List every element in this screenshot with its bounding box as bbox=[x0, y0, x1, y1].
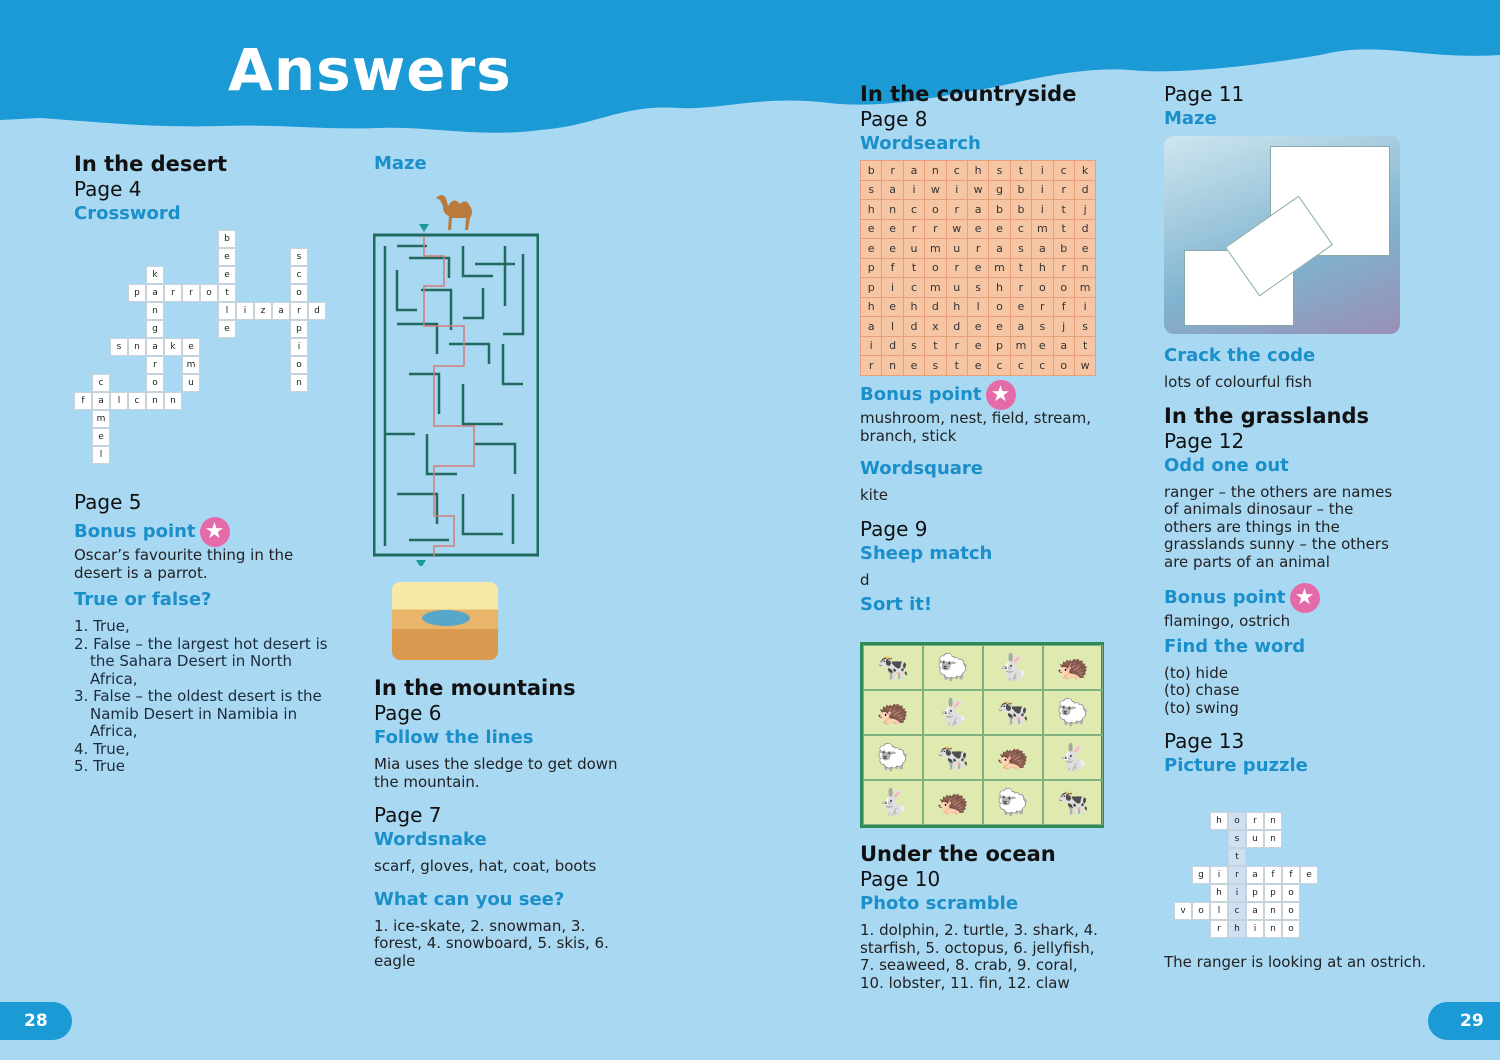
wordsearch-row bbox=[861, 356, 1096, 376]
wordsearch-cell: d bbox=[1074, 219, 1095, 239]
wordsearch-cell: e bbox=[967, 336, 988, 356]
wordsearch-cell: s bbox=[989, 161, 1010, 181]
page-number-left: 28 bbox=[0, 1002, 72, 1040]
wordsearch-cell: a bbox=[1032, 239, 1053, 259]
odd-one-out-label: Odd one out bbox=[1164, 454, 1289, 476]
wordsearch-cell: b bbox=[989, 200, 1010, 220]
wordsearch-cell: h bbox=[861, 297, 882, 317]
desert-heading: In the desert bbox=[74, 152, 228, 176]
wordsearch-cell: e bbox=[989, 219, 1010, 239]
wordsearch-cell: e bbox=[967, 258, 988, 278]
wordsearch-cell: w bbox=[1074, 356, 1095, 376]
oasis-picture bbox=[392, 582, 498, 660]
odd-one-out-text: ranger – the others are names of animals dinosaur – the others are things in the grasslands sunny – the others are parts of an animal bbox=[1164, 482, 1393, 571]
wordsearch-cell: c bbox=[1053, 161, 1074, 181]
wordsearch-cell: i bbox=[861, 336, 882, 356]
true-false-label: True or false? bbox=[74, 589, 212, 610]
wordsearch-cell: s bbox=[925, 356, 946, 376]
wordsearch-cell: r bbox=[1010, 278, 1031, 298]
list-item: 3. False – the oldest desert is the Namib Desert in Namibia in Africa, bbox=[74, 687, 322, 740]
wordsearch-cell: s bbox=[967, 278, 988, 298]
wordsearch-cell: r bbox=[946, 258, 967, 278]
wordsquare-text: kite bbox=[860, 486, 888, 504]
wordsearch-cell: t bbox=[1053, 219, 1074, 239]
page-5-section bbox=[74, 490, 334, 776]
wordsearch-cell: c bbox=[1010, 356, 1031, 376]
wordsearch-cell: h bbox=[903, 297, 924, 317]
page-11-label: Page 11 bbox=[1164, 82, 1245, 106]
sort-it-grid bbox=[860, 642, 1104, 828]
page-7-label: Page 7 bbox=[374, 803, 442, 827]
wordsearch-cell: r bbox=[925, 219, 946, 239]
desert-column bbox=[74, 152, 334, 226]
wordsearch-cell: r bbox=[1053, 180, 1074, 200]
wordsearch-cell: r bbox=[967, 239, 988, 259]
wordsearch-cell: b bbox=[861, 161, 882, 181]
page-number-right: 29 bbox=[1428, 1002, 1500, 1040]
page-13-label: Page 13 bbox=[1164, 729, 1245, 753]
wordsearch-cell: m bbox=[1074, 278, 1095, 298]
ocean-heading: Under the ocean bbox=[860, 842, 1056, 866]
wordsearch-cell: i bbox=[1032, 161, 1053, 181]
rabbit-icon: 🐇 bbox=[983, 645, 1043, 690]
cow-icon: 🐄 bbox=[923, 735, 983, 780]
page-5-label: Page 5 bbox=[74, 490, 142, 514]
wordsearch-cell: l bbox=[967, 297, 988, 317]
photo-scramble-text: 1. dolphin, 2. turtle, 3. shark, 4. starfish, 5. octopus, 6. jellyfish, 7. seaweed, 8. crab, 9. coral, 10. lobster, 11. fin, 12. claw bbox=[860, 921, 1098, 992]
rabbit-icon: 🐇 bbox=[863, 780, 923, 825]
find-word-label: Find the word bbox=[1164, 635, 1306, 657]
wordsearch-cell: a bbox=[861, 317, 882, 337]
ocean-maze-picture bbox=[1164, 136, 1400, 334]
picture-puzzle-text: The ranger is looking at an ostrich. bbox=[1164, 953, 1427, 971]
star-icon: ★ bbox=[200, 517, 230, 547]
wordsearch-cell: h bbox=[946, 297, 967, 317]
bonus-point-text: Oscar’s favourite thing in the desert is a parrot. bbox=[74, 546, 294, 582]
wordsearch-row bbox=[861, 258, 1096, 278]
sheep-match-text: d bbox=[860, 570, 870, 589]
hedgehog-icon: 🦔 bbox=[923, 780, 983, 825]
wordsearch-cell: p bbox=[861, 258, 882, 278]
right-column bbox=[1164, 344, 1414, 778]
bonus-point-text: flamingo, ostrich bbox=[1164, 612, 1291, 630]
rabbit-icon: 🐇 bbox=[1043, 735, 1103, 780]
wordsearch-cell: r bbox=[1032, 297, 1053, 317]
wordsearch-label: Wordsearch bbox=[860, 133, 981, 154]
wordsearch-cell: i bbox=[882, 278, 903, 298]
wordsearch-row bbox=[861, 278, 1096, 298]
wordsearch-cell: e bbox=[967, 356, 988, 376]
follow-lines-text: Mia uses the sledge to get down the mountain. bbox=[374, 755, 618, 791]
wordsearch-cell: d bbox=[925, 297, 946, 317]
maze-label: Maze bbox=[374, 153, 427, 174]
page-8-label: Page 8 bbox=[860, 107, 928, 131]
wordsearch-cell: t bbox=[1053, 200, 1074, 220]
wordsearch-cell: e bbox=[882, 239, 903, 259]
wordsearch-cell: f bbox=[882, 258, 903, 278]
wordsearch-cell: s bbox=[1032, 317, 1053, 337]
sheep-icon: 🐑 bbox=[863, 735, 923, 780]
page-title: Answers bbox=[228, 36, 512, 104]
bonus-point-text: mushroom, nest, field, stream, branch, stick bbox=[860, 409, 1091, 445]
what-can-you-see-label: What can you see? bbox=[374, 888, 565, 910]
wordsnake-text: scarf, gloves, hat, coat, boots bbox=[374, 857, 597, 875]
mountains-column bbox=[374, 676, 644, 970]
desert-maze bbox=[373, 224, 539, 566]
wordsearch-cell: h bbox=[1032, 258, 1053, 278]
wordsearch-cell: k bbox=[1074, 161, 1095, 181]
maze-label: Maze bbox=[1164, 108, 1217, 129]
wordsearch-cell: s bbox=[861, 180, 882, 200]
wordsearch-cell: i bbox=[1032, 180, 1053, 200]
wordsearch-cell: r bbox=[946, 200, 967, 220]
wordsearch-cell: t bbox=[946, 356, 967, 376]
wordsearch-cell: e bbox=[967, 317, 988, 337]
wordsearch-cell: m bbox=[925, 239, 946, 259]
page-9-label: Page 9 bbox=[860, 516, 928, 541]
wordsearch-cell: c bbox=[1010, 219, 1031, 239]
cow-icon: 🐄 bbox=[1043, 780, 1103, 825]
wordsearch-cell: e bbox=[1010, 297, 1031, 317]
wordsearch-cell: e bbox=[882, 297, 903, 317]
what-can-you-see-text: 1. ice-skate, 2. snowman, 3. forest, 4. snowboard, 5. skis, 6. eagle bbox=[374, 916, 609, 970]
wordsearch-cell: t bbox=[903, 258, 924, 278]
cow-icon: 🐄 bbox=[863, 645, 923, 690]
wordsearch-cell: e bbox=[1074, 239, 1095, 259]
wordsearch-cell: j bbox=[1074, 200, 1095, 220]
rabbit-icon: 🐇 bbox=[923, 690, 983, 735]
wordsearch-row bbox=[861, 297, 1096, 317]
wordsearch-cell: r bbox=[882, 161, 903, 181]
page-10-label: Page 10 bbox=[860, 867, 941, 891]
wordsearch-cell: i bbox=[1074, 297, 1095, 317]
sheep-icon: 🐑 bbox=[923, 645, 983, 690]
find-word-item: (to) hide bbox=[1164, 663, 1228, 682]
wordsearch-cell: b bbox=[1010, 180, 1031, 200]
maze-section bbox=[374, 152, 427, 176]
wordsearch-row bbox=[861, 219, 1096, 239]
wordsearch-cell: u bbox=[946, 239, 967, 259]
sheep-icon: 🐑 bbox=[1043, 690, 1103, 735]
wordsearch-cell: e bbox=[882, 219, 903, 239]
wordsearch-cell: h bbox=[989, 278, 1010, 298]
wordsearch-cell: u bbox=[946, 278, 967, 298]
wordsearch-cell: e bbox=[1032, 336, 1053, 356]
wordsearch-cell: d bbox=[903, 317, 924, 337]
bonus-point-label: Bonus point ★ bbox=[1164, 583, 1414, 613]
wordsearch-cell: l bbox=[882, 317, 903, 337]
picture-puzzle-crossword: h o r n s u n t g i r a f f e h i p p o v o l c a n o r h i n o bbox=[1164, 812, 1354, 942]
wordsearch-cell: h bbox=[967, 161, 988, 181]
wordsearch-cell: e bbox=[903, 356, 924, 376]
wordsearch-cell: c bbox=[1032, 356, 1053, 376]
wordsearch-cell: x bbox=[925, 317, 946, 337]
wordsearch-cell: o bbox=[925, 200, 946, 220]
wordsearch-cell: r bbox=[903, 219, 924, 239]
wordsearch-cell: e bbox=[967, 219, 988, 239]
wordsearch-cell: b bbox=[1053, 239, 1074, 259]
cow-icon: 🐄 bbox=[983, 690, 1043, 735]
wordsearch-cell: n bbox=[882, 356, 903, 376]
list-item: 4. True, bbox=[74, 739, 130, 758]
wordsearch-cell: b bbox=[1010, 200, 1031, 220]
star-icon: ★ bbox=[986, 380, 1016, 410]
wordsearch-cell: n bbox=[882, 200, 903, 220]
wordsearch-cell: o bbox=[989, 297, 1010, 317]
wordsearch-cell: p bbox=[861, 278, 882, 298]
wordsearch-row bbox=[861, 239, 1096, 259]
wordsearch-cell: i bbox=[903, 180, 924, 200]
wordsearch-cell: o bbox=[1032, 278, 1053, 298]
wordsearch-cell: m bbox=[1010, 336, 1031, 356]
wordsearch-row bbox=[861, 200, 1096, 220]
bonus-point-label: Bonus point ★ bbox=[74, 517, 334, 547]
wordsearch-cell: d bbox=[946, 317, 967, 337]
wordsearch-cell: p bbox=[989, 336, 1010, 356]
list-item: 1. True, bbox=[74, 617, 130, 635]
wordsearch-cell: w bbox=[967, 180, 988, 200]
wordsearch-cell: c bbox=[903, 200, 924, 220]
wordsearch-cell: n bbox=[925, 161, 946, 181]
wordsearch-cell: s bbox=[1074, 317, 1095, 337]
wordsearch-cell: c bbox=[903, 278, 924, 298]
sort-it-label: Sort it! bbox=[860, 594, 933, 615]
page-4-label: Page 4 bbox=[74, 177, 142, 201]
wordsearch-grid bbox=[860, 160, 1096, 376]
page-6-label: Page 6 bbox=[374, 701, 442, 725]
wordsearch-cell: j bbox=[1053, 317, 1074, 337]
countryside-column bbox=[860, 82, 1110, 156]
list-item: 2. False – the largest hot desert is the Sahara Desert in North Africa, bbox=[74, 634, 328, 688]
wordsearch-cell: t bbox=[1010, 161, 1031, 181]
sheep-match-label: Sheep match bbox=[860, 542, 993, 564]
wordsearch-cell: t bbox=[925, 336, 946, 356]
wordsearch-cell: c bbox=[946, 161, 967, 181]
countryside-heading: In the countryside bbox=[860, 82, 1077, 106]
wordsearch-cell: w bbox=[946, 219, 967, 239]
wordsearch-cell: i bbox=[1032, 200, 1053, 220]
hedgehog-icon: 🦔 bbox=[863, 690, 923, 735]
bonus-point-label: Bonus point ★ bbox=[860, 380, 1120, 410]
wordsearch-cell: r bbox=[946, 336, 967, 356]
wordsearch-cell: h bbox=[861, 200, 882, 220]
desert-crossword: b e e t l e p a r r o k n g i z a r d s c o p i o n s n a k e r o n m u f a l c n c m e l bbox=[70, 228, 340, 468]
list-item: 5. True bbox=[74, 757, 125, 775]
wordsearch-cell: f bbox=[1053, 297, 1074, 317]
wordsearch-row bbox=[861, 180, 1096, 200]
wordsearch-cell: e bbox=[861, 219, 882, 239]
photo-scramble-label: Photo scramble bbox=[860, 893, 1019, 914]
crack-code-label: Crack the code bbox=[1164, 345, 1316, 366]
wordsearch-cell: e bbox=[861, 239, 882, 259]
wordsnake-label: Wordsnake bbox=[374, 829, 487, 850]
crossword-label: Crossword bbox=[74, 203, 181, 224]
wordsearch-cell: m bbox=[989, 258, 1010, 278]
wordsearch-cell: n bbox=[1074, 258, 1095, 278]
wordsearch-cell: o bbox=[1053, 356, 1074, 376]
wordsearch-cell: g bbox=[989, 180, 1010, 200]
wordsearch-cell: d bbox=[1074, 180, 1095, 200]
wordsearch-row bbox=[861, 336, 1096, 356]
wordsearch-cell: t bbox=[1074, 336, 1095, 356]
wordsearch-cell: w bbox=[925, 180, 946, 200]
wordsearch-cell: a bbox=[1010, 317, 1031, 337]
wordsearch-cell: m bbox=[925, 278, 946, 298]
wordsearch-cell: a bbox=[903, 161, 924, 181]
wordsearch-cell: u bbox=[903, 239, 924, 259]
crack-code-text: lots of colourful fish bbox=[1164, 373, 1312, 391]
ocean-column bbox=[860, 842, 1120, 992]
wordsearch-cell: d bbox=[882, 336, 903, 356]
hedgehog-icon: 🦔 bbox=[1043, 645, 1103, 690]
wordsearch-cell: e bbox=[989, 317, 1010, 337]
page-12-label: Page 12 bbox=[1164, 428, 1245, 453]
wordsearch-cell: c bbox=[989, 356, 1010, 376]
wordsearch-cell: a bbox=[1053, 336, 1074, 356]
wordsearch-row bbox=[861, 161, 1096, 181]
grasslands-heading: In the grasslands bbox=[1164, 403, 1370, 428]
find-word-item: (to) swing bbox=[1164, 698, 1239, 717]
wordsearch-cell: o bbox=[925, 258, 946, 278]
page-11-section bbox=[1164, 82, 1404, 131]
picture-puzzle-label: Picture puzzle bbox=[1164, 755, 1308, 776]
find-word-item: (to) chase bbox=[1164, 681, 1240, 699]
follow-lines-label: Follow the lines bbox=[374, 727, 534, 748]
sheep-icon: 🐑 bbox=[983, 780, 1043, 825]
wordsearch-cell: i bbox=[946, 180, 967, 200]
mountains-heading: In the mountains bbox=[374, 676, 576, 700]
wordsearch-cell: r bbox=[861, 356, 882, 376]
true-false-list bbox=[74, 618, 334, 776]
countryside-answers bbox=[860, 380, 1120, 617]
wordsearch-cell: o bbox=[1053, 278, 1074, 298]
wordsearch-row bbox=[861, 317, 1096, 337]
star-icon: ★ bbox=[1290, 583, 1320, 613]
wordsearch-cell: r bbox=[1053, 258, 1074, 278]
wordsearch-cell: a bbox=[882, 180, 903, 200]
wordsearch-cell: s bbox=[903, 336, 924, 356]
wordsearch-cell: t bbox=[1010, 258, 1031, 278]
wordsearch-cell: a bbox=[989, 239, 1010, 259]
wordsearch-cell: s bbox=[1010, 239, 1031, 259]
hedgehog-icon: 🦔 bbox=[983, 735, 1043, 780]
wordsearch-cell: a bbox=[967, 200, 988, 220]
wordsearch-cell: m bbox=[1032, 219, 1053, 239]
wordsquare-label: Wordsquare bbox=[860, 458, 983, 479]
